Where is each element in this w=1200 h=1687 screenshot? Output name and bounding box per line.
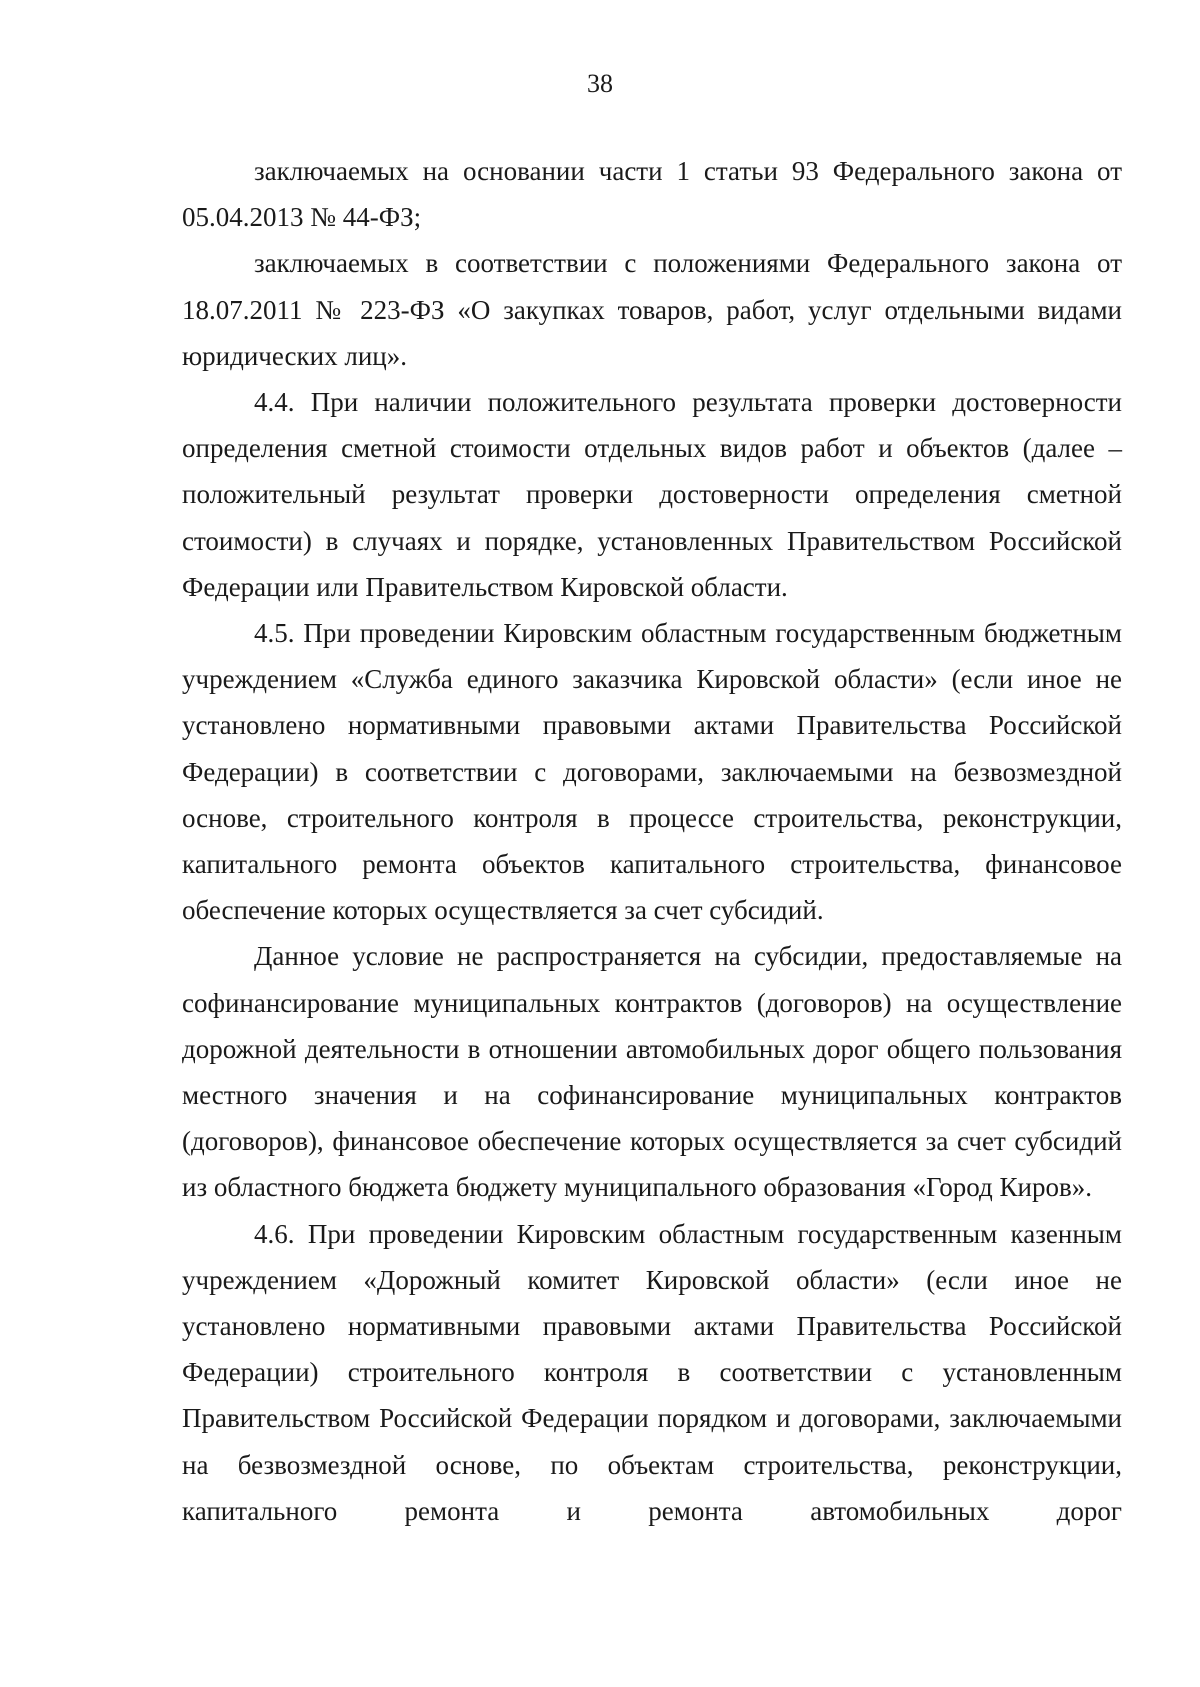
paragraph-contracts-44fz: заключаемых на основании части 1 статьи 93 Федерального закона от 05.04.2013 № 44-ФЗ; bbox=[182, 156, 1122, 233]
document-body bbox=[182, 148, 1122, 1534]
page-number: 38 bbox=[587, 69, 613, 98]
paragraph-4-5: 4.5. При проведении Кировским областным государственным бюджетным учреждением «Служба единого заказчика Кировской области» (если иное не установлено нормативными правовыми актами Правительства Российской Федерации) в соответствии с договорами, заключаемыми на безвозмездной основе, строительного контроля в процессе строительства, реконструкции, капитального ремонта объектов капитального строительства, финансовое обеспечение которых осуществляется за счет субсидий. bbox=[182, 618, 1122, 926]
paragraph-4-6: 4.6. При проведении Кировским областным государственным казенным учреждением «Дорожный комитет Кировской области» (если иное не установлено нормативными правовыми актами Правительства Российской Федерации) строительного контроля в соответствии с установленным Правительством Российской Федерации порядком и договорами, заключаемыми на безвозмездной основе, по объектам строительства, реконструкции, капитального ремонта и ремонта автомобильных дорог bbox=[182, 1218, 1122, 1526]
paragraph-4-5-exception: Данное условие не распространяется на субсидии, предоставляемые на софинансирование муниципальных контрактов (договоров) на осуществление дорожной деятельности в отношении автомобильных дорог общего пользования местного значения и на софинансирование муниципальных контрактов (договоров), финансовое обеспечение которых осуществляется за счет субсидий из областного бюджета бюджету муниципального образования «Город Киров». bbox=[182, 941, 1122, 1203]
paragraph-contracts-223fz: заключаемых в соответствии с положениями Федерального закона от 18.07.2011 № 223-ФЗ «О закупках товаров, работ, услуг отдельными видами юридических лиц». bbox=[182, 248, 1122, 371]
paragraph-4-4: 4.4. При наличии положительного результата проверки достоверности определения сметной стоимости отдельных видов работ и объектов (далее – положительный результат проверки достоверности определения сметной стоимости) в случаях и порядке, установленных Правительством Российской Федерации или Правительством Кировской области. bbox=[182, 387, 1122, 602]
